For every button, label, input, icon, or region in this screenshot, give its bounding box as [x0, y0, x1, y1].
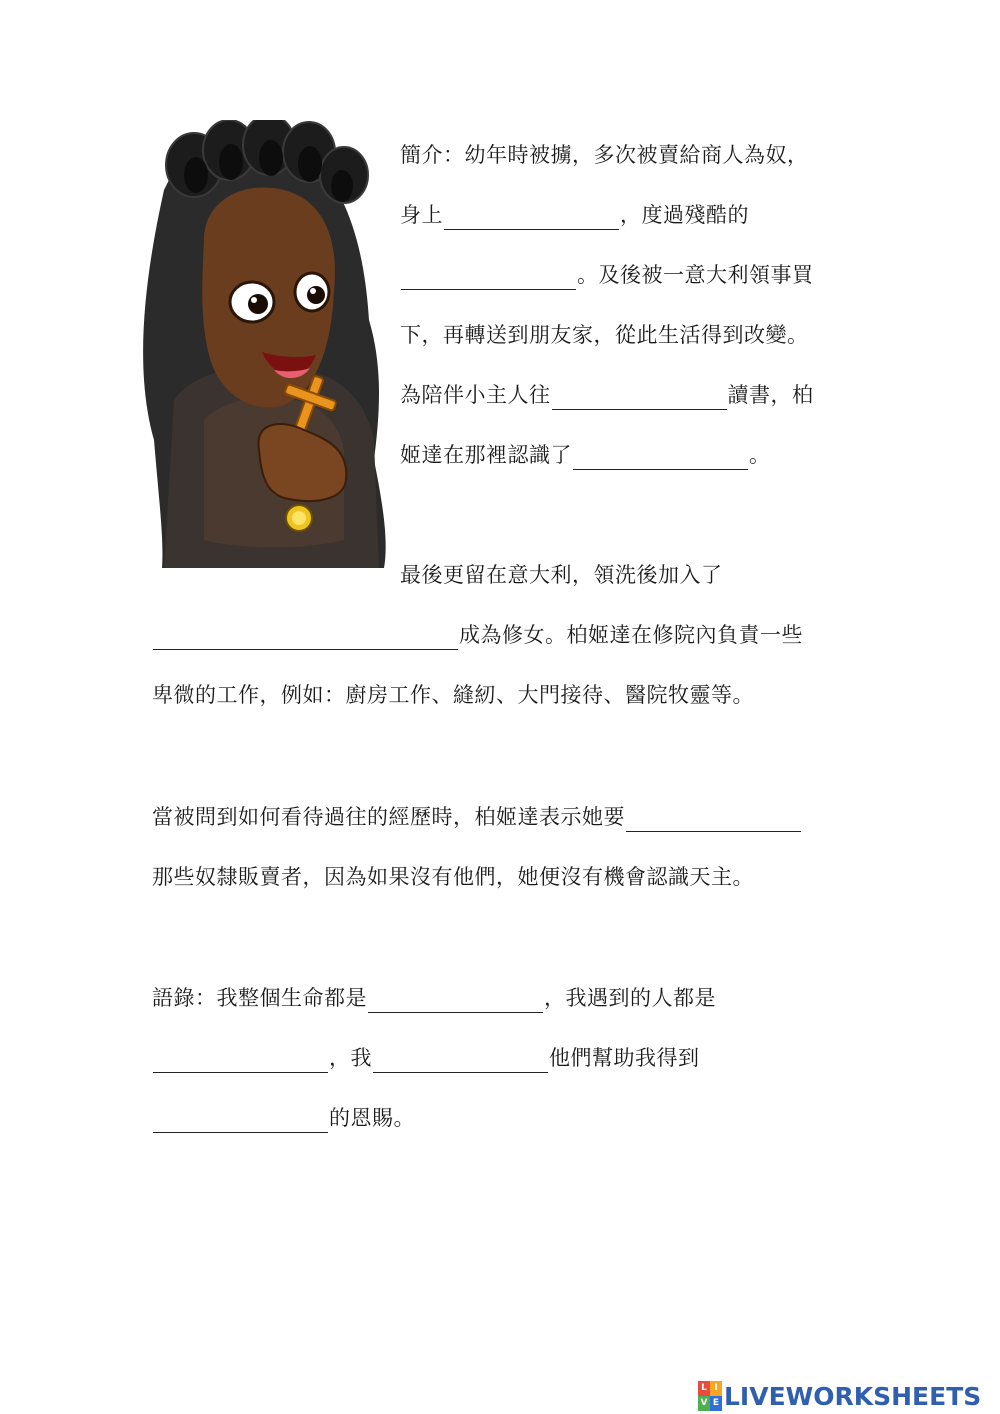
answer-blank-5[interactable] — [153, 620, 458, 650]
para3-line-1 — [152, 802, 802, 832]
quote-line-1-suffix: ，我遇到的人都是 — [544, 986, 716, 1010]
para2-line-3: 卑微的工作，例如：廚房工作、縫紉、大門接待、醫院牧靈等。 — [152, 683, 754, 707]
para3-line-2: 那些奴隸販賣者，因為如果沒有他們，她便沒有機會認識天主。 — [152, 865, 754, 889]
quote-line-3-suffix: 的恩賜。 — [329, 1106, 415, 1130]
answer-blank-10[interactable] — [153, 1103, 328, 1133]
intro-line-2-suffix: ，度過殘酷的 — [620, 203, 749, 227]
intro-line-3-suffix: 。及後被一意大利領事買 — [577, 263, 814, 287]
quote-line-1 — [152, 983, 716, 1013]
logo-icon-letter: E — [710, 1396, 722, 1411]
intro-line-3 — [400, 260, 814, 290]
logo-icon-letter: I — [710, 1381, 722, 1396]
answer-blank-3[interactable] — [552, 380, 727, 410]
intro-line-5-prefix: 為陪伴小主人往 — [400, 383, 551, 407]
answer-blank-9[interactable] — [373, 1043, 548, 1073]
quote-line-2-suffix: 他們幫助我得到 — [549, 1046, 700, 1070]
intro-line-6-suffix: 。 — [749, 443, 771, 467]
quote-line-1-prefix: 語錄：我整個生命都是 — [152, 986, 367, 1010]
liveworksheets-logo — [698, 1378, 981, 1414]
nun-illustration — [134, 120, 394, 568]
answer-blank-2[interactable] — [401, 260, 576, 290]
quote-line-3 — [152, 1103, 415, 1133]
logo-icon-letter: L — [698, 1381, 710, 1396]
liveworksheets-logo-text: LIVEWORKSHEETS — [724, 1381, 982, 1411]
para2-line-1: 最後更留在意大利，領洗後加入了 — [400, 563, 723, 587]
para2-line-2 — [152, 620, 803, 650]
logo-icon-letter: V — [698, 1396, 710, 1411]
quote-line-2 — [152, 1043, 700, 1073]
intro-line-1: 簡介：幼年時被擄，多次被賣給商人為奴， — [400, 143, 809, 167]
quote-line-2-middle: ，我 — [329, 1046, 372, 1070]
para3-line-1-prefix: 當被問到如何看待過往的經歷時，柏姬達表示她要 — [152, 805, 625, 829]
intro-line-6-prefix: 姬達在那裡認識了 — [400, 443, 572, 467]
para2-line-2-suffix: 成為修女。柏姬達在修院內負責一些 — [459, 623, 803, 647]
answer-blank-8[interactable] — [153, 1043, 328, 1073]
answer-blank-6[interactable] — [626, 802, 801, 832]
intro-line-2-prefix: 身上 — [400, 203, 443, 227]
intro-line-5-suffix: 讀書，柏 — [727, 383, 814, 407]
intro-line-5 — [400, 380, 814, 410]
answer-blank-7[interactable] — [368, 983, 543, 1013]
answer-blank-4[interactable] — [573, 440, 748, 470]
intro-line-2 — [400, 200, 749, 230]
intro-line-6 — [400, 440, 771, 470]
intro-line-4: 下，再轉送到朋友家，從此生活得到改變。 — [400, 323, 809, 347]
answer-blank-1[interactable] — [444, 200, 619, 230]
liveworksheets-logo-icon — [698, 1381, 722, 1411]
